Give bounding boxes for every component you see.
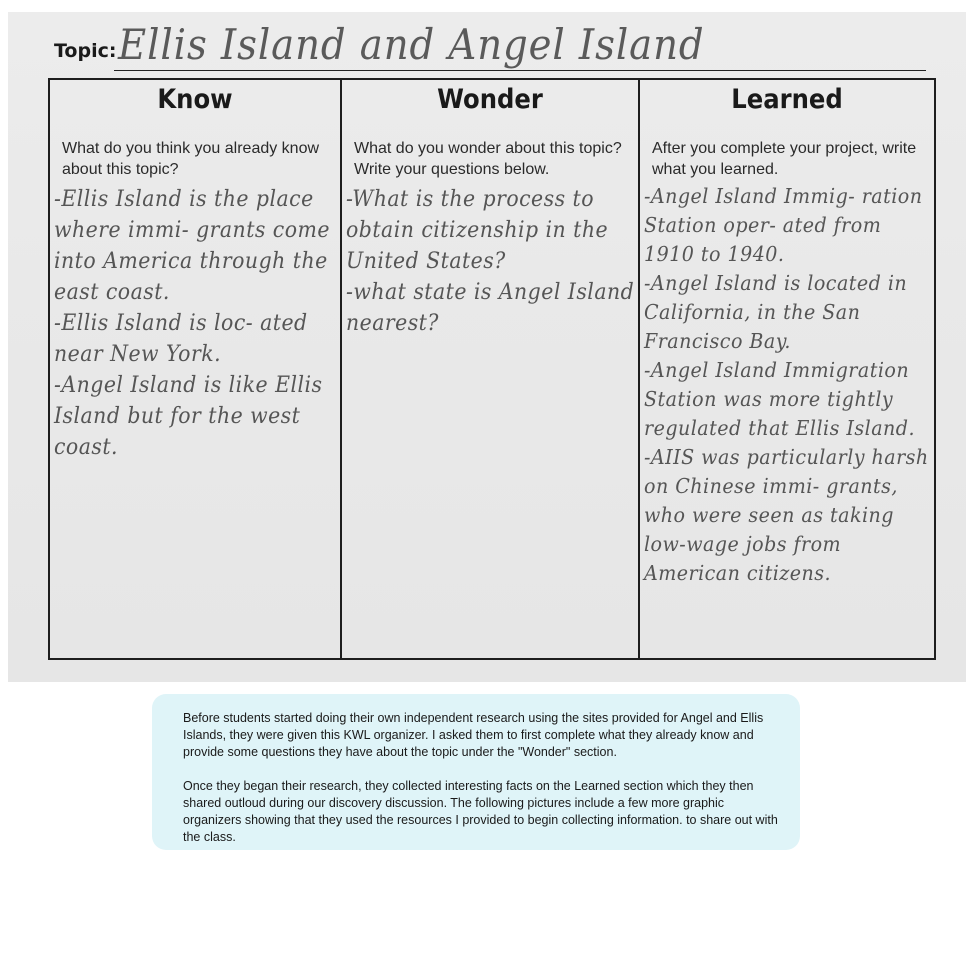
caption-paragraph: Before students started doing their own independent research using the sites provided for Angel and Ellis Islands, they were given this KWL organizer. I asked them to first complete what they already know and provide some questions they have about the topic under the "Wonder" section. (183, 711, 764, 759)
learned-column (640, 80, 934, 658)
know-heading: Know (157, 84, 233, 115)
learned-prompt: After you complete your project, write what you learned. (652, 140, 917, 178)
topic-underline (114, 70, 926, 71)
wonder-note: -What is the process to obtain citizenship in the United States? (346, 187, 609, 274)
topic-label: Topic: (54, 40, 117, 62)
learned-note: -Angel Island Immig- ration Station oper- ated from 1910 to 1940. (644, 184, 923, 266)
kwl-worksheet-photo (8, 12, 966, 682)
learned-note: -Angel Island Immigration Station was more tightly regulated that Ellis Island. (644, 358, 915, 440)
wonder-column (342, 80, 640, 658)
wonder-note: -what state is Angel Island nearest? (346, 280, 635, 336)
learned-heading: Learned (731, 84, 843, 115)
learned-notes (644, 182, 937, 588)
wonder-notes (346, 184, 634, 339)
know-note: -Angel Island is like Ellis Island but for the west coast. (54, 373, 323, 460)
caption-box (152, 694, 800, 850)
know-column (50, 80, 342, 658)
learned-note: -Angel Island is located in California, in the San Francisco Bay. (644, 271, 908, 353)
kwl-table (48, 78, 936, 660)
topic-handwritten-value: Ellis Island and Angel Island (118, 20, 705, 69)
know-prompt: What do you think you already know about this topic? (62, 140, 320, 178)
wonder-heading: Wonder (437, 84, 543, 115)
know-notes (54, 184, 342, 463)
wonder-prompt: What do you wonder about this topic? Write your questions below. (354, 140, 622, 178)
know-note: -Ellis Island is the place where immi- grants come into America through the east coast. (54, 187, 330, 305)
learned-note: -AIIS was particularly harsh on Chinese immi- grants, who were seen as taking low-wage jobs from American citizens. (644, 445, 929, 585)
know-note: -Ellis Island is loc- ated near New York. (54, 311, 308, 367)
caption-paragraph: Once they began their research, they collected interesting facts on the Learned section which they then shared outloud during our discovery discussion. The following pictures include a few more graphic organizers showing that they used the resources I provided to begin collecting information. to share out with the class. (183, 779, 778, 844)
